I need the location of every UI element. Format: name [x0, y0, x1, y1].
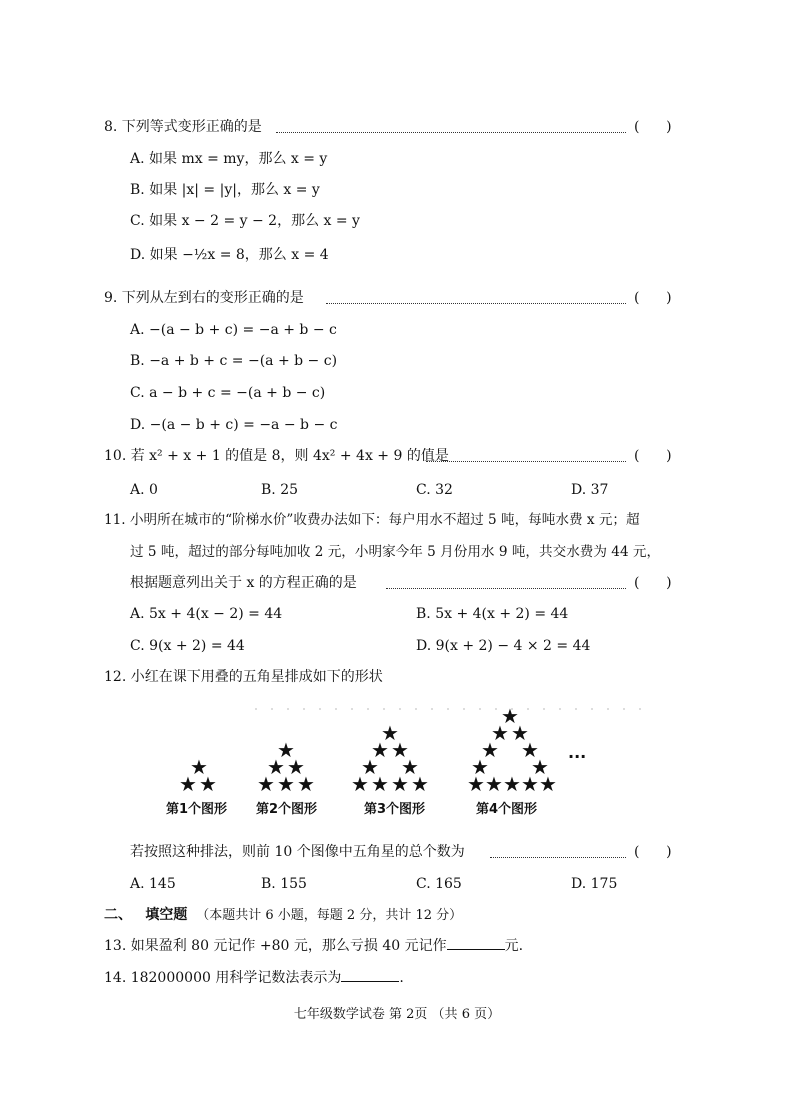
- q9-option-c: C. a − b + c = −(a + b − c): [130, 385, 326, 401]
- q11-line-3: 根据题意列出关于 x 的方程正确的是: [130, 575, 357, 591]
- q8-option-a: A. 如果 mx = my，那么 x = y: [130, 151, 328, 167]
- q11-option-a: A. 5x + 4(x − 2) = 44: [130, 606, 283, 622]
- star-icon: ★: [391, 738, 409, 762]
- q10-option-b: B. 25: [261, 482, 299, 498]
- star-icon: ★: [277, 772, 295, 796]
- star-icon: ★: [521, 772, 539, 796]
- scan-dots: [255, 708, 645, 710]
- q13-answer-blank[interactable]: [447, 949, 505, 950]
- q9-answer-paren: ( ): [634, 290, 672, 306]
- star-icon: ★: [257, 772, 275, 796]
- star-icon: ★: [371, 772, 389, 796]
- q14-end: .: [399, 970, 404, 986]
- star-icon: ★: [521, 738, 539, 762]
- q8-option-c: C. 如果 x − 2 = y − 2，那么 x = y: [130, 213, 360, 229]
- q12-question: 若按照这种排法，则前 10 个图像中五角星的总个数为: [130, 844, 465, 860]
- q12-option-b: B. 155: [261, 876, 307, 892]
- q11-answer-paren: ( ): [634, 575, 672, 591]
- q11-option-c: C. 9(x + 2) = 44: [130, 638, 245, 654]
- q12-option-c: C. 165: [416, 876, 462, 892]
- star-icon: ★: [491, 721, 509, 745]
- q9-stem: 9. 下列从左到右的变形正确的是: [104, 290, 304, 306]
- q10-option-c: C. 32: [416, 482, 453, 498]
- q13-text: 13. 如果盈利 80 元记作 +80 元，那么亏损 40 元记作: [104, 938, 447, 954]
- star-icon: ★: [411, 772, 429, 796]
- q13-unit: 元.: [504, 938, 524, 954]
- q9-leader: [326, 285, 626, 304]
- figure-label-2: 第2个图形: [256, 802, 318, 817]
- section-2-number: 二、: [104, 907, 132, 923]
- figure-label-1: 第1个图形: [166, 802, 228, 817]
- star-icon: ★: [277, 738, 295, 762]
- q8-option-b: B. 如果 |x| = |y|，那么 x = y: [130, 182, 320, 198]
- q10-answer-paren: ( ): [634, 448, 672, 464]
- q12-option-d: D. 175: [571, 876, 618, 892]
- star-icon: ★: [471, 755, 489, 779]
- star-icon: ★: [401, 755, 419, 779]
- star-icon: ★: [179, 772, 197, 796]
- q9-option-b: B. −a + b + c = −(a + b − c): [130, 353, 338, 369]
- q10-stem: 10. 若 x² + x + 1 的值是 8，则 4x² + 4x + 9 的值是: [104, 448, 449, 464]
- star-icon: ★: [485, 772, 503, 796]
- q8-option-d: D. 如果 −½x = 8，那么 x = 4: [130, 247, 329, 263]
- q9-option-a: A. −(a − b + c) = −a + b − c: [130, 322, 337, 338]
- figure-label-3: 第3个图形: [364, 802, 426, 817]
- star-icon: ★: [371, 738, 389, 762]
- q10-leader: [426, 443, 626, 462]
- star-icon: ★: [267, 755, 285, 779]
- q12-answer-paren: ( ): [634, 844, 672, 860]
- star-icon: ★: [199, 772, 217, 796]
- star-icon: ★: [481, 738, 499, 762]
- section-2-note: （本题共计 6 小题，每题 2 分，共计 12 分）: [196, 908, 463, 923]
- star-icon: ★: [503, 772, 521, 796]
- q8-stem: 8. 下列等式变形正确的是: [104, 119, 262, 135]
- q9-option-d: D. −(a − b + c) = −a − b − c: [130, 417, 338, 433]
- q10-option-d: D. 37: [571, 482, 609, 498]
- q8-leader: [276, 114, 626, 133]
- page-footer: 七年级数学试卷 第 2页 （共 6 页）: [293, 1007, 501, 1022]
- q11-line-1: 11. 小明所在城市的“阶梯水价”收费办法如下：每户用水不超过 5 吨，每吨水费 x 元；超: [104, 512, 640, 528]
- star-icon: ★: [190, 755, 208, 779]
- star-icon: ★: [391, 772, 409, 796]
- star-icon: ★: [381, 721, 399, 745]
- section-2-heading: [104, 906, 462, 925]
- q11-option-d: D. 9(x + 2) − 4 × 2 = 44: [416, 638, 591, 654]
- figure-ellipsis: ···: [568, 747, 587, 766]
- figure-label-4: 第4个图形: [476, 802, 538, 817]
- star-icon: ★: [539, 772, 557, 796]
- star-icon: ★: [361, 755, 379, 779]
- q11-leader: [386, 570, 626, 589]
- q10-option-a: A. 0: [130, 482, 158, 498]
- star-icon: ★: [297, 772, 315, 796]
- q8-answer-paren: ( ): [634, 119, 672, 135]
- q11-line-2: 过 5 吨，超过的部分每吨加收 2 元，小明家今年 5 月份用水 9 吨，共交水费为 44 元，: [130, 544, 661, 560]
- q13-line: [104, 937, 523, 955]
- q14-answer-blank[interactable]: [341, 981, 399, 982]
- star-icon: ★: [531, 755, 549, 779]
- star-icon: ★: [287, 755, 305, 779]
- q12-stem: 12. 小红在课下用叠的五角星排成如下的形状: [104, 669, 383, 685]
- star-icon: ★: [467, 772, 485, 796]
- q11-option-b: B. 5x + 4(x + 2) = 44: [416, 606, 569, 622]
- star-icon: ★: [511, 721, 529, 745]
- q12-option-a: A. 145: [130, 876, 176, 892]
- star-icon: ★: [351, 772, 369, 796]
- q14-line: [104, 969, 404, 987]
- q12-leader: [490, 839, 626, 858]
- star-icon: ★: [501, 704, 519, 728]
- section-2-title: 填空题: [145, 907, 188, 923]
- q14-text: 14. 182000000 用科学记数法表示为: [104, 970, 342, 986]
